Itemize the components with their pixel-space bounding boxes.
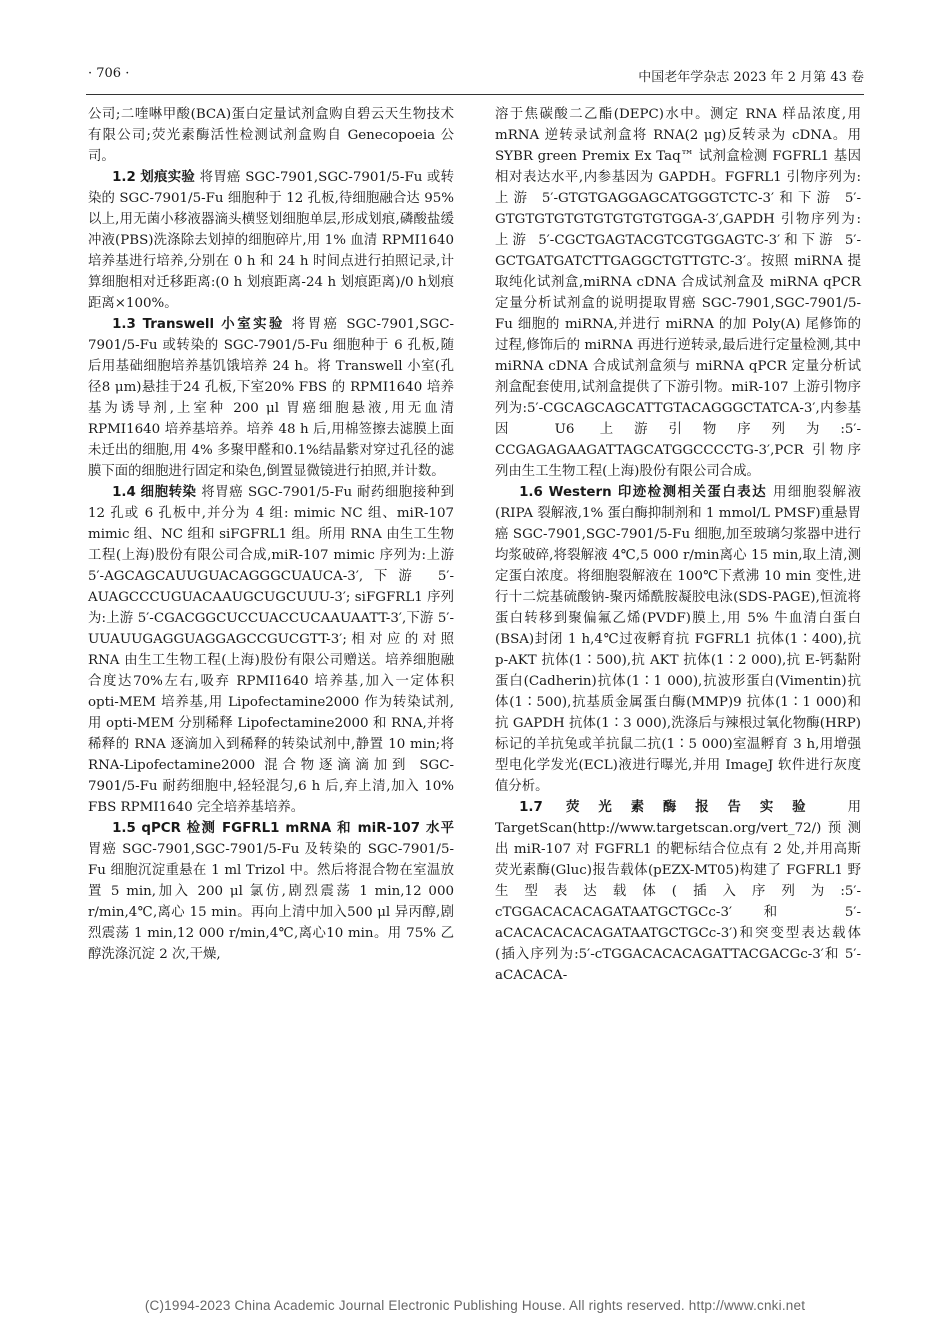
section-text: 将胃癌 SGC-7901,SGC-7901/5-Fu 或转染的 SGC-7901/5-Fu 细胞种于 12 孔板,待细胞融合达 95% 以上,用无菌小移液器滴头横竖划细胞单层,形成划痕,磷酸盐缓冲液(PBS)洗涤除去划掉的细胞碎片,用 1% 血清 RPMI1640 培养基进行培养,分别在 0 h 和 24 h 时间点进行拍照记录,计算细胞相对迁移距离:(0 h 划痕距离-24 h 划痕距离)/0 h划痕距离×100%。 (88, 170, 454, 311)
section-title: 细胞转染 (140, 485, 197, 500)
section-text: 将胃癌 SGC-7901,SGC-7901/5-Fu 或转染的 SGC-7901/5-Fu 细胞种于 6 孔板,随后用基础细胞培养基饥饿培养 24 h。将 Transwell 小室(孔径8 μm)悬挂于24 孔板,下室20% FBS 的 RPMI1640 培养基为诱导剂,上室种 200 μl 胃癌细胞悬液,用无血清 RPMI1640 培养基培养。培养 48 h 后,用棉签擦去滤膜上面未迁出的细胞,用 4% 多聚甲醛和0.1%结晶紫对穿过孔径的滤膜下面的细胞进行固定和染色,倒置显微镜进行拍照,并计数。 (88, 317, 454, 479)
section-number: 1.6 (519, 485, 543, 500)
right-column (495, 104, 861, 986)
section-number: 1.4 (112, 485, 136, 500)
section-title: 划痕实验 (140, 170, 196, 185)
section-title: 荧光素酶报告实验 (566, 800, 825, 815)
section-title: qPCR 检测 FGFRL1 mRNA 和 miR-107 水平 (141, 821, 454, 836)
section-1-4 (88, 482, 454, 818)
header-rule (86, 94, 864, 95)
journal-title: 中国老年学杂志 2023 年 2 月第 43 卷 (638, 70, 864, 85)
left-column (88, 104, 454, 965)
page-number: · 706 · (88, 66, 130, 81)
paragraph: 公司;二喹啉甲酸(BCA)蛋白定量试剂盒购自碧云天生物技术有限公司;荧光素酶活性检测试剂盒购自 Genecopoeia 公司。 (88, 107, 454, 164)
section-1-2 (88, 167, 454, 314)
section-number: 1.2 (112, 170, 136, 185)
section-1-3 (88, 314, 454, 482)
section-number: 1.7 (519, 800, 543, 815)
section-text: 用细胞裂解液(RIPA 裂解液,1% 蛋白酶抑制剂和 1 mmol/L PMSF)重悬胃癌 SGC-7901,SGC-7901/5-Fu 细胞,加至玻璃匀浆器中进行均浆破碎,将裂解液 4℃,5 000 r/min离心 15 min,取上清,测定蛋白浓度。将细胞裂解液在 100℃下煮沸 10 min 变性,进行十二烷基硫酸钠-聚丙烯酰胺凝胶电泳(SDS-PAGE),恒流将蛋白转移到聚偏氟乙烯(PVDF)膜上,用 5% 牛血清白蛋白(BSA)封闭 1 h,4℃过夜孵育抗 FGFRL1 抗体(1∶400),抗 p-AKT 抗体(1∶500),抗 AKT 抗体(1∶2 000),抗 E-钙黏附蛋白(Cadherin)抗体(1∶1 000),抗波形蛋白(Vimentin)抗体(1∶500),抗基质金属蛋白酶(MMP)9 抗体(1∶1 000)和抗 GAPDH 抗体(1∶3 000),洗涤后与辣根过氧化物酶(HRP)标记的羊抗兔或羊抗鼠二抗(1∶5 000)室温孵育 3 h,用增强型电化学发光(ECL)液进行曝光,并用 ImageJ 软件进行灰度值分析。 (495, 485, 862, 794)
section-1-5 (88, 818, 454, 965)
section-title: Western 印迹检测相关蛋白表达 (548, 485, 768, 500)
section-number: 1.3 (112, 317, 136, 332)
section-text: 用 TargetScan(http://www.targetscan.org/vert_72/)预测出 miR-107 对 FGFRL1 的靶标结合位点有 2 处,并用高斯荧光素酶(Gluc)报告载体(pEZX-MT05)构建了 FGFRL1 野生型表达载体(插入序列为:5′-cTGGACACACAGATAATGCTGCc-3′和 5′-aCACACACACAGATAATGCTGCc-3′)和突变型表达载体(插入序列为:5′-cTGGACACACAGATTACGACGc-3′和 5′-aCACACA- (495, 800, 861, 983)
section-1-7 (495, 797, 861, 986)
section-title: Transwell 小室实验 (142, 317, 285, 332)
section-1-6 (495, 482, 861, 797)
page-header (0, 66, 950, 86)
section-text: 将胃癌 SGC-7901/5-Fu 耐药细胞接种到 12 孔或 6 孔板中,并分为 4 组: mimic NC 组、miR-107 mimic 组、NC 组和 siFGFRL1 组。所用 RNA 由生工生物工程(上海)股份有限公司合成,miR-107 mimic 序列为:上游 5′-AGCAGCAUUGUACAGGGCUAUCA-3′,下游 5′-AUAGCCCUGUACAAUGCUGCUUU-3′; siFGFRL1 序列为:上游 5′-CGACGGCUCCUACCUCAAUAATT-3′,下游 5′-UUAUUGAGGUAGGAGCCGUCGTT-3′;相对应的对照 RNA 由生工生物工程(上海)股份有限公司赠送。培养细胞融合度达70%左右,吸弃 RPMI1640 培养基,加入一定体积 opti-MEM 培养基,用 Lipofectamine2000 作为转染试剂,用 opti-MEM 分别稀释 Lipofectamine2000 和 RNA,并将稀释的 RNA 逐滴加入到稀释的转染试剂中,静置 10 min;将 RNA-Lipofectamine2000 混合物逐滴滴加到 SGC-7901/5-Fu 耐药细胞中,轻轻混匀,6 h 后,弃上清,加入 10% FBS RPMI1640 完全培养基培养。 (88, 485, 455, 815)
section-text: 胃癌 SGC-7901,SGC-7901/5-Fu 及转染的 SGC-7901/5-Fu 细胞沉淀重悬在 1 ml Trizol 中。然后将混合物在室温放置 5 min,加入 200 μl 氯仿,剧烈震荡 1 min,12 000 r/min,4℃,离心 15 min。再向上清中加入500 μl 异丙醇,剧烈震荡 1 min,12 000 r/min,4℃,离心10 min。用 75% 乙醇洗涤沉淀 2 次,干燥, (88, 842, 454, 962)
copyright-footer: (C)1994-2023 China Academic Journal Electronic Publishing House. All rights reserved. http://www.cnki.net (144, 1298, 806, 1313)
paragraph: 溶于焦碳酸二乙酯(DEPC)水中。测定 RNA 样品浓度,用 mRNA 逆转录试剂盒将 RNA(2 μg)反转录为 cDNA。用 SYBR green Premix Ex Taq™ 试剂盒检测 FGFRL1 基因相对表达水平,内参基因为 GAPDH。FGFRL1 引物序列为:上游 5′-GTGTGAGGAGCATGGGTCTC-3′和下游 5′-GTGTGTGTGTGTGTGTGTGGA-3′,GAPDH 引物序列为:上游 5′-CGCTGAGTACGTCGTGGAGTC-3′和下游 5′-GCTGATGATCTTGAGGCTGTTGTC-3′。按照 miRNA 提取纯化试剂盒,miRNA cDNA 合成试剂盒及 miRNA qPCR 定量分析试剂盒的说明提取胃癌 SGC-7901,SGC-7901/5-Fu 细胞的 miRNA,并进行 miRNA 的加 Poly(A) 尾修饰的过程,修饰后的 miRNA 再进行逆转录,最后进行定量检测,其中 miRNA cDNA 合成试剂盒须与 miRNA qPCR 定量分析试剂盒配套使用,试剂盒提供了下游引物。miR-107 上游引物序列为:5′-CGCAGCAGCATTGTACAGGGCTATCA-3′,内参基因 U6 上游引物序列为:5′-CCGAGAGAAGATTAGCATGGCCCCTG-3′,PCR 引物序列由生工生物工程(上海)股份有限公司合成。 (495, 107, 861, 479)
section-number: 1.5 (112, 821, 136, 836)
